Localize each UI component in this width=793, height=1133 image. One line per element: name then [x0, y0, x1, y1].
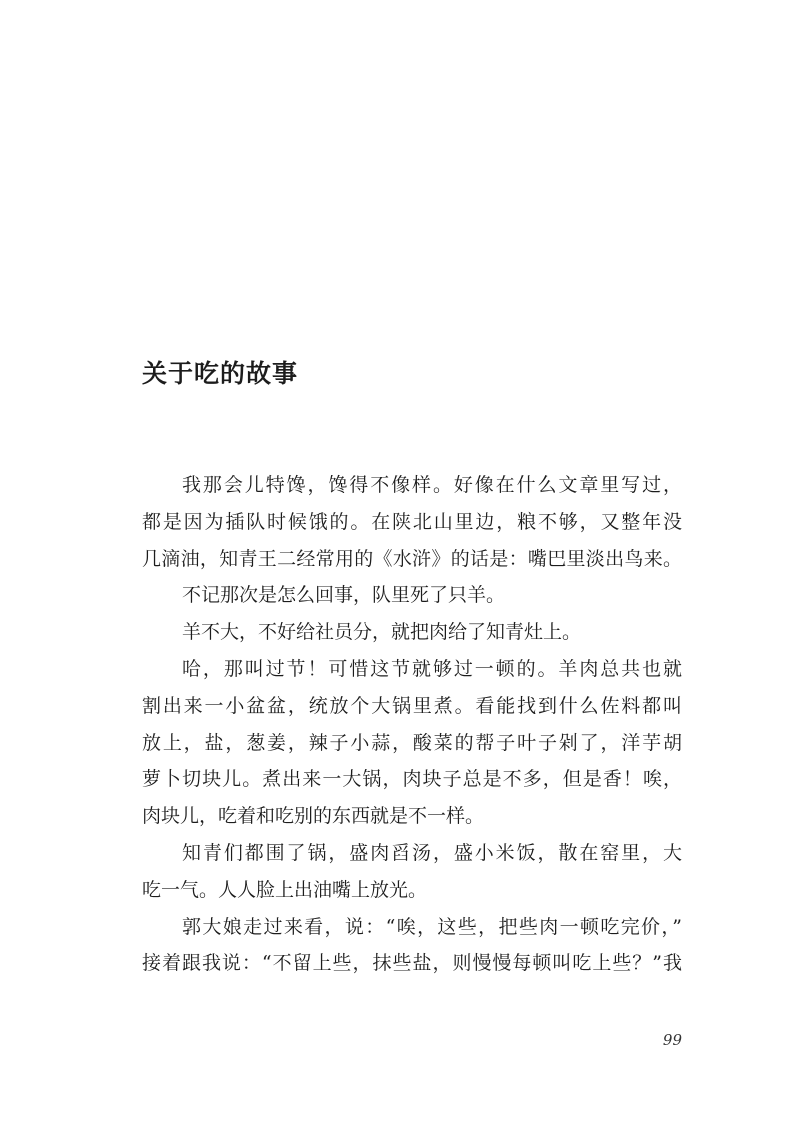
- text-line: 知青们都围了锅，盛肉舀汤，盛小米饭，散在窑里，大: [182, 841, 682, 864]
- text-line: 吃一气。人人脸上出油嘴上放光。: [142, 878, 428, 901]
- page-number: 99: [662, 1031, 682, 1049]
- text-line: 都是因为插队时候饿的。在陕北山里边，粮不够，又整年没: [142, 510, 682, 533]
- text-line: 萝卜切块儿。煮出来一大锅，肉块子总是不多，但是香！唉，: [142, 768, 682, 791]
- text-line: 肉块儿，吃着和吃别的东西就是不一样。: [142, 805, 485, 828]
- text-line: 郭大娘走过来看，说：“唉，这些，把些肉一顿吃完价，”: [182, 915, 682, 938]
- text-line: 割出来一小盆盆，统放个大锅里煮。看能找到什么佐料都叫: [142, 694, 682, 717]
- text-line: 哈，那叫过节！可惜这节就够过一顿的。羊肉总共也就: [182, 657, 682, 680]
- text-line: 几滴油，知青王二经常用的《水浒》的话是：嘴巴里淡出鸟来。: [142, 547, 682, 570]
- text-line: 放上，盐，葱姜，辣子小蒜，酸菜的帮子叶子剁了，洋芋胡: [142, 731, 682, 754]
- text-line: 不记那次是怎么回事，队里死了只羊。: [182, 584, 506, 607]
- text-line: 羊不大，不好给社员分，就把肉给了知青灶上。: [182, 621, 582, 644]
- body-text: [142, 467, 682, 982]
- text-line: 接着跟我说：“不留上些，抹些盐，则慢慢每顿叫吃上些？”我: [142, 952, 682, 975]
- chapter-title: 关于吃的故事: [142, 359, 299, 388]
- text-line: 我那会儿特馋，馋得不像样。好像在什么文章里写过，: [182, 474, 682, 496]
